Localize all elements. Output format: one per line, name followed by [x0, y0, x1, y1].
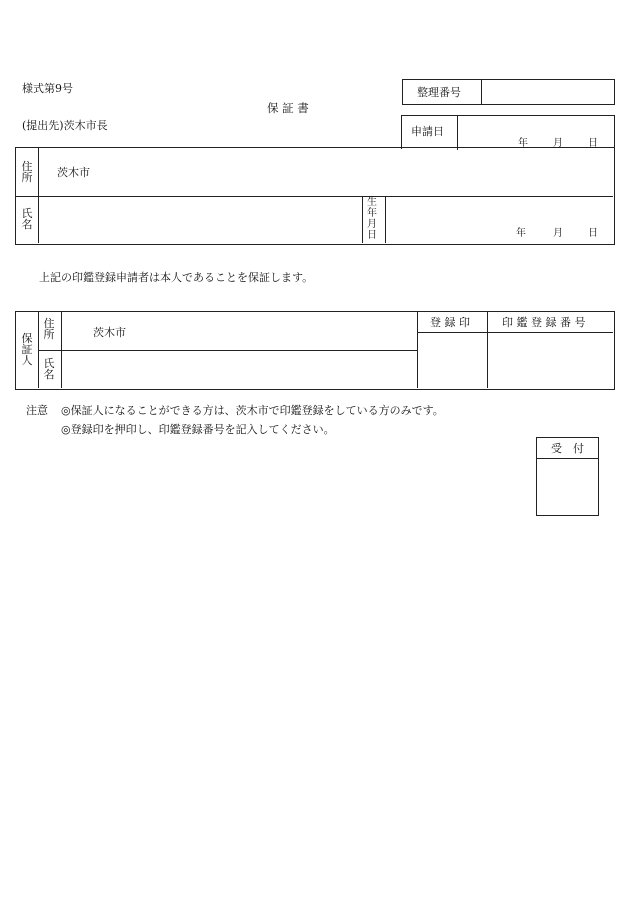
form-number: 様式第9号	[22, 82, 73, 95]
applicant-name-label: 氏名	[21, 207, 33, 231]
notes-label: 注意	[26, 404, 48, 417]
divider	[481, 80, 482, 104]
reception-stamp-field[interactable]	[538, 460, 597, 514]
divider	[457, 116, 458, 150]
addressee: (提出先)茨木市長	[22, 119, 108, 132]
birthdate-year[interactable]: 年	[516, 228, 526, 239]
note-line-2: ◎登録印を押印し、印鑑登録番号を記入してください。	[61, 423, 335, 436]
seal-number-label: 印 鑑 登 録 番 号	[502, 316, 586, 329]
applicant-address-field[interactable]: 茨木市	[57, 166, 90, 179]
reference-number-box	[402, 79, 615, 105]
application-date-day[interactable]: 日	[588, 138, 598, 149]
divider	[38, 350, 417, 351]
guarantor-name-label: 氏名	[43, 357, 55, 381]
reference-number-label: 整理番号	[417, 86, 461, 99]
guarantor-address-field[interactable]: 茨木市	[93, 326, 126, 339]
reception-label: 受 付	[551, 442, 584, 455]
birthdate-month[interactable]: 月	[553, 228, 563, 239]
registered-seal-field[interactable]	[418, 333, 486, 387]
birthdate-label: 生年月日	[367, 197, 377, 241]
applicant-address-label: 住所	[21, 160, 33, 184]
divider	[16, 196, 613, 197]
divider	[537, 458, 598, 459]
reception-box	[536, 437, 599, 516]
divider	[362, 196, 363, 243]
guarantor-section-label: 保証人	[21, 332, 33, 367]
application-date-label: 申請日	[411, 125, 444, 138]
document-title: 保 証 書	[267, 101, 309, 115]
application-date-year[interactable]: 年	[518, 138, 528, 149]
guarantor-address-label: 住所	[43, 317, 55, 341]
applicant-table	[15, 147, 615, 245]
guarantee-statement: 上記の印鑑登録申請者は本人であることを保証します。	[39, 271, 314, 284]
seal-number-field[interactable]	[488, 333, 612, 387]
application-date-box	[401, 115, 615, 149]
birthdate-day[interactable]: 日	[588, 228, 598, 239]
divider	[385, 196, 386, 243]
registered-seal-label: 登 録 印	[430, 316, 470, 329]
note-line-1: ◎保証人になることができる方は、茨木市で印鑑登録をしている方のみです。	[61, 404, 444, 417]
application-date-month[interactable]: 月	[553, 138, 563, 149]
guarantor-table	[15, 311, 615, 390]
